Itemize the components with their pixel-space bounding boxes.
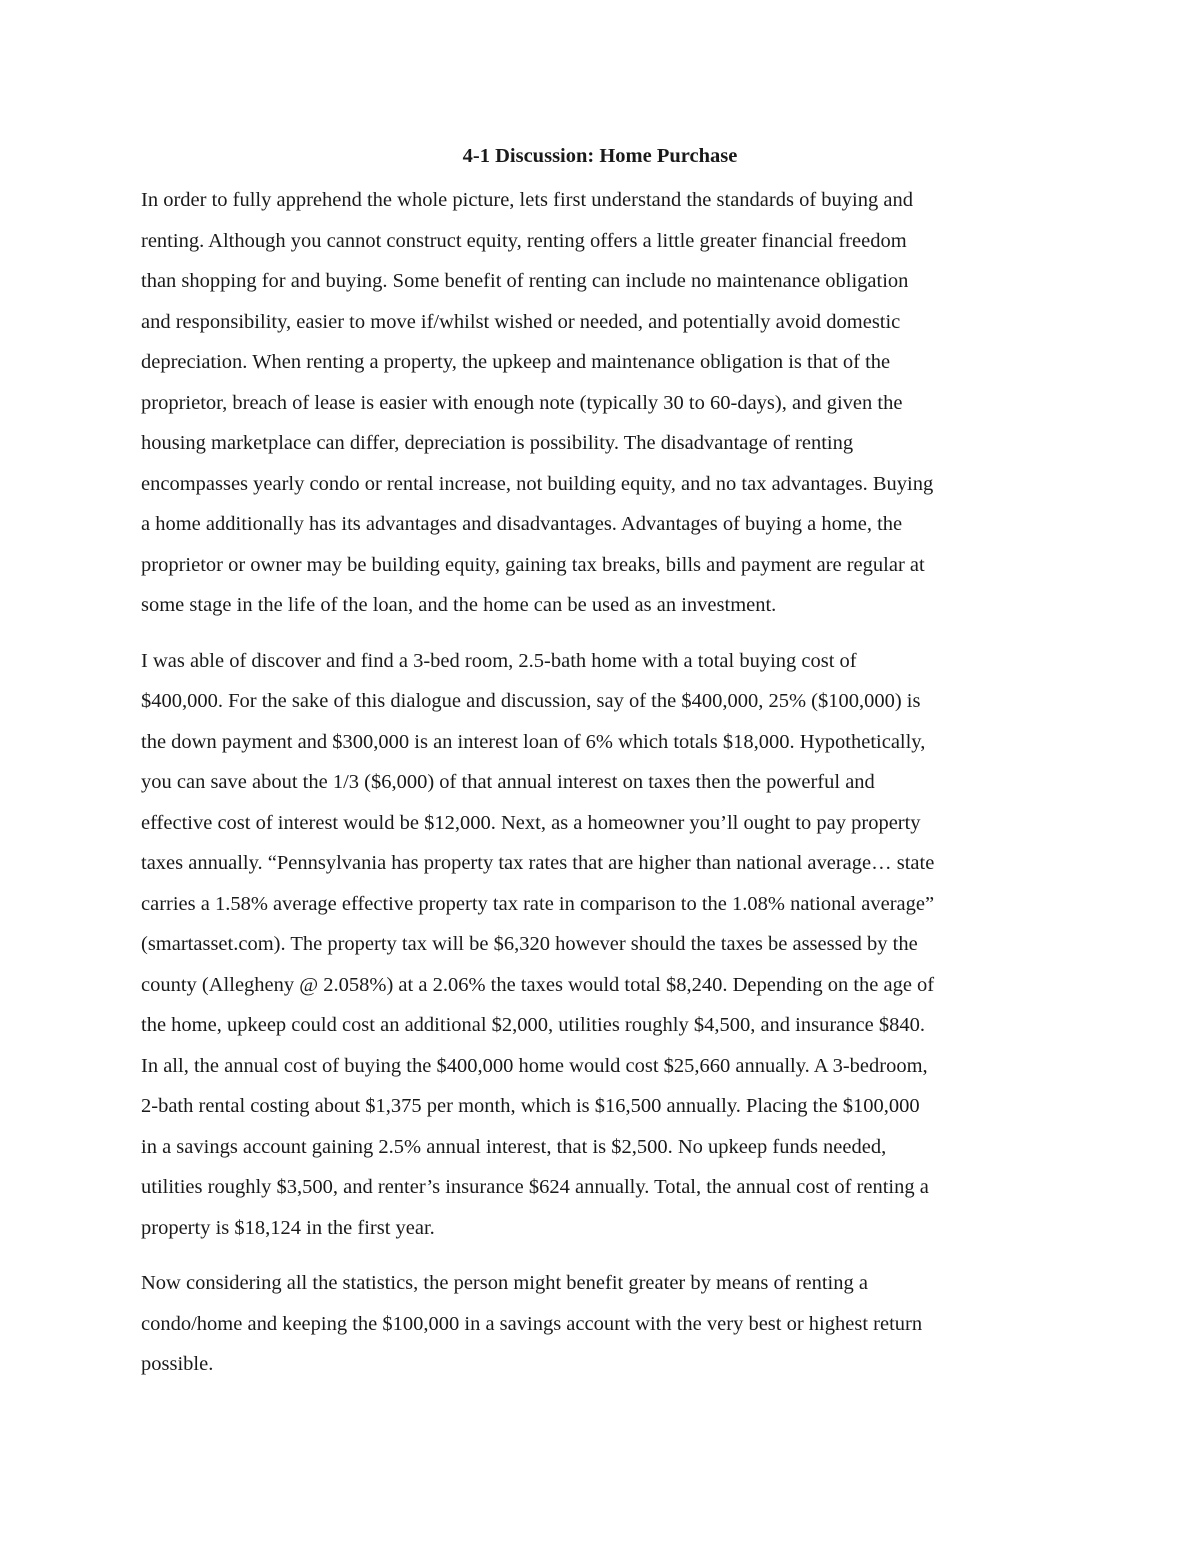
text-line: you can save about the 1/3 ($6,000) of that annual interest on taxes then the powerful and <box>141 771 875 793</box>
text-line: some stage in the life of the loan, and the home can be used as an investment. <box>141 594 777 616</box>
text-line: condo/home and keeping the $100,000 in a savings account with the very best or highest return <box>141 1312 923 1335</box>
document-body <box>141 180 1061 1400</box>
text-line: than shopping for and buying. Some benefit of renting can include no maintenance obligation <box>141 270 909 292</box>
text-line: renting. Although you cannot construct equity, renting offers a little greater financial freedom <box>141 229 907 252</box>
paragraph-3 <box>141 1263 1061 1385</box>
text-line: the home, upkeep could cost an additional $2,000, utilities roughly $4,500, and insurance $840. <box>141 1014 925 1036</box>
document-title: 4-1 Discussion: Home Purchase <box>462 145 738 167</box>
paragraph-2 <box>141 641 1061 1249</box>
text-line: In order to fully apprehend the whole picture, lets first understand the standards of buying and <box>141 189 913 211</box>
text-line: 2-bath rental costing about $1,375 per month, which is $16,500 annually. Placing the $100,000 <box>141 1095 920 1117</box>
text-line: a home additionally has its advantages and disadvantages. Advantages of buying a home, the <box>141 513 903 535</box>
text-line: (smartasset.com). The property tax will be $6,320 however should the taxes be assessed by the <box>141 933 918 955</box>
text-line: $400,000. For the sake of this dialogue and discussion, say of the $400,000, 25% ($100,000) is <box>141 690 921 712</box>
text-line: proprietor, breach of lease is easier with enough note (typically 30 to 60-days), and given the <box>141 391 903 414</box>
text-line: encompasses yearly condo or rental increase, not building equity, and no tax advantages. Buying <box>141 472 934 495</box>
text-line: Now considering all the statistics, the person might benefit greater by means of renting a <box>141 1272 868 1294</box>
text-line: property is $18,124 in the first year. <box>141 1216 435 1239</box>
text-line: county (Allegheny @ 2.058%) at a 2.06% the taxes would total $8,240. Depending on the age of <box>141 973 935 996</box>
text-line: in a savings account gaining 2.5% annual interest, that is $2,500. No upkeep funds needed, <box>141 1135 887 1158</box>
text-line: and responsibility, easier to move if/whilst wished or needed, and potentially avoid domestic <box>141 310 901 333</box>
text-line: proprietor or owner may be building equity, gaining tax breaks, bills and payment are regular at <box>141 553 925 576</box>
text-line: depreciation. When renting a property, the upkeep and maintenance obligation is that of the <box>141 351 891 373</box>
text-line: effective cost of interest would be $12,000. Next, as a homeowner you’ll ought to pay property <box>141 811 921 834</box>
text-line: carries a 1.58% average effective property tax rate in comparison to the 1.08% national average” <box>141 892 935 915</box>
text-line: I was able of discover and find a 3-bed room, 2.5-bath home with a total buying cost of <box>141 649 857 672</box>
text-line: taxes annually. “Pennsylvania has property tax rates that are higher than national average… state <box>141 852 935 874</box>
text-line: the down payment and $300,000 is an interest loan of 6% which totals $18,000. Hypothetically, <box>141 730 926 753</box>
paragraph-1 <box>141 180 1061 626</box>
text-line: utilities roughly $3,500, and renter’s insurance $624 annually. Total, the annual cost of renting a <box>141 1176 929 1198</box>
text-line: possible. <box>141 1353 214 1375</box>
text-line: In all, the annual cost of buying the $400,000 home would cost $25,660 annually. A 3-bedroom, <box>141 1054 928 1077</box>
text-line: housing marketplace can differ, depreciation is possibility. The disadvantage of renting <box>141 432 854 454</box>
